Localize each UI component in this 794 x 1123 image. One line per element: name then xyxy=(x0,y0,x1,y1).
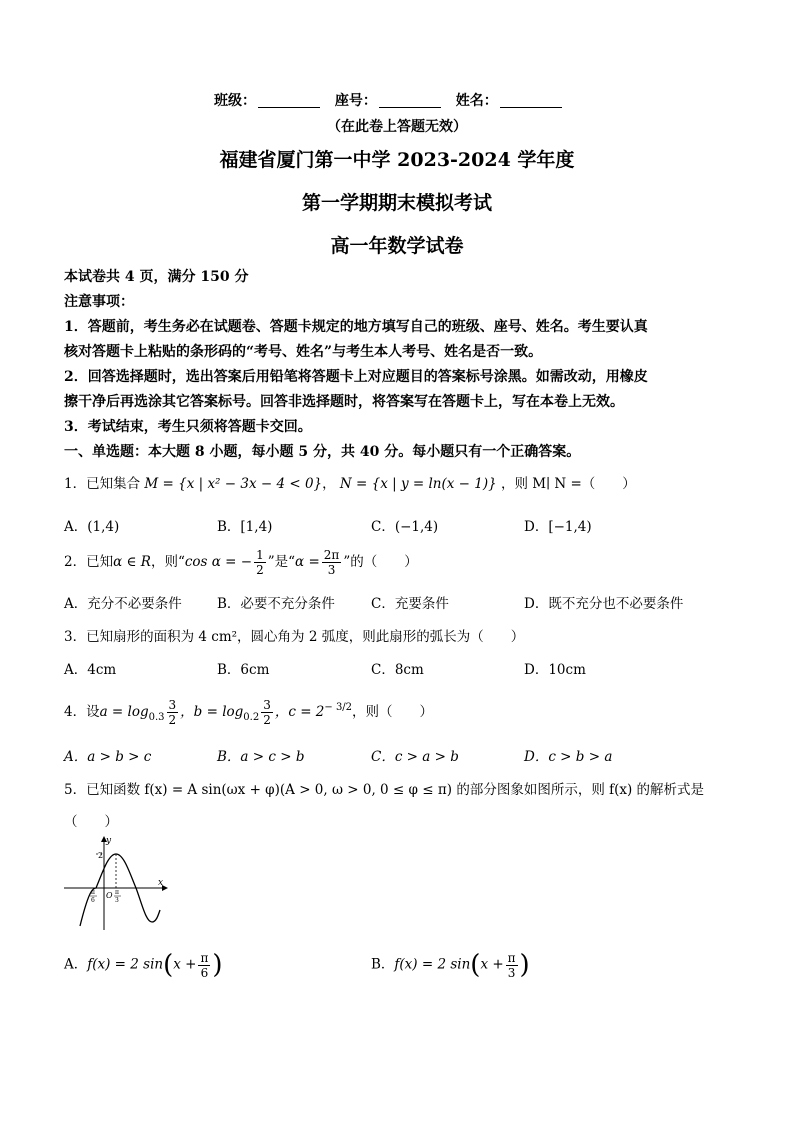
q2-option-c[interactable]: C．充要条件 xyxy=(371,596,449,612)
question-4 xyxy=(64,698,433,727)
question-5: 5．已知函数 f(x) = A sin(ωx + φ)(A > 0, ω > 0, 0 ≤ φ ≤ π) 的部分图象如图所示，则 f(x) 的解析式是 xyxy=(64,782,705,798)
q5-b-den: 3 xyxy=(507,965,516,980)
q5-b-rparen: ) xyxy=(519,950,530,980)
q4-fa-num: 3 xyxy=(168,698,177,712)
q5-b-fraction xyxy=(506,951,518,980)
q2-text-1: ，则“ xyxy=(150,554,185,570)
x-axis-label: x xyxy=(158,878,164,888)
q4-option-b[interactable]: B．a > c > b xyxy=(217,749,305,765)
title-exam: 第一学期期末模拟考试 xyxy=(301,192,492,214)
q3-option-d[interactable]: D．10cm xyxy=(524,662,586,678)
q4-c: ，c = 2 xyxy=(274,704,325,720)
q2-alpha: α = xyxy=(295,554,320,570)
q4-a: a = log xyxy=(99,704,149,720)
y-tick-label: 2 xyxy=(98,851,104,860)
q2-fraction-half xyxy=(254,548,266,577)
seat-label: 座号： xyxy=(334,93,377,109)
page-info: 本试卷共 4 页，满分 150 分 xyxy=(64,269,249,285)
q5-a-lparen: ( xyxy=(163,950,174,980)
title-school: 福建省厦门第一中学 2023-2024 学年度 xyxy=(219,149,575,171)
notice-2a: 2．回答选择题时，选出答案后用铅笔将答题卡上对应题目的答案标号涂黑。如需改动，用橡皮 xyxy=(64,369,648,385)
q5-b-lparen: ( xyxy=(470,950,481,980)
q4-c-exponent: − 3/2 xyxy=(324,702,353,713)
q2-condition: α ∈ R xyxy=(113,554,151,570)
q2-option-a[interactable]: A．充分不必要条件 xyxy=(64,596,182,612)
q4-tail: ，则（ ） xyxy=(352,704,434,720)
q4-option-d[interactable]: D．c > b > a xyxy=(524,749,613,765)
x-tick-right-num: π xyxy=(115,889,119,896)
q4-b-base: 0.2 xyxy=(243,712,260,723)
class-blank[interactable] xyxy=(258,93,320,108)
notice-2b: 擦干净后再选涂其它答案标号。回答非选择题时，将答案写在答题卡上，写在本卷上无效。 xyxy=(64,394,624,410)
notice-title: 注意事项： xyxy=(64,294,134,310)
y-axis-label: y xyxy=(106,836,112,846)
q5-a-rparen: ) xyxy=(212,950,223,980)
q2-option-d[interactable]: D．既不充分也不必要条件 xyxy=(524,596,684,612)
q4-a-base: 0.3 xyxy=(148,712,165,723)
student-info-line xyxy=(214,90,572,110)
name-label: 姓名： xyxy=(455,93,498,109)
seat-blank[interactable] xyxy=(379,93,441,108)
q5-sine-graph xyxy=(60,834,170,934)
title-subject: 高一年数学试卷 xyxy=(330,235,464,257)
name-blank[interactable] xyxy=(500,93,562,108)
q5-answer-paren: （ ） xyxy=(64,814,118,830)
x-tick-left-den: 6 xyxy=(91,897,95,904)
q5-option-b[interactable] xyxy=(371,950,530,980)
q4-fraction-b xyxy=(261,698,273,727)
q2-f2-num: 2π xyxy=(323,548,340,562)
q2-text-2: ”是“ xyxy=(267,554,296,570)
q5-a-x: x + xyxy=(173,956,197,973)
q1-set-n: N = {x | y = ln(x − 1)} xyxy=(339,476,497,492)
question-3: 3．已知扇形的面积为 4 cm²，圆心角为 2 弧度，则此扇形的弧长为（ ） xyxy=(64,629,525,645)
q5-b-label: B． xyxy=(371,956,395,973)
q2-option-b[interactable]: B．必要不充分条件 xyxy=(217,596,335,612)
q4-fraction-a xyxy=(167,698,179,727)
q4-option-c[interactable]: C．c > a > b xyxy=(371,749,459,765)
q3-option-b[interactable]: B．6cm xyxy=(217,662,270,678)
notice-1a: 1．答题前，考生务必在试题卷、答题卡规定的地方填写自己的班级、座号、姓名。考生要认真 xyxy=(64,319,648,335)
question-1: 1．已知集合 M = {x | x² − 3x − 4 < 0}， N = {x | y = ln(x − 1)} ，则 M∣ N =（ ） xyxy=(64,476,636,492)
q4-fa-den: 2 xyxy=(168,713,177,727)
q5-option-a[interactable] xyxy=(64,950,223,980)
q4-b: ，b = log xyxy=(180,704,244,720)
class-label: 班级： xyxy=(214,93,256,109)
q5-a-den: 6 xyxy=(200,965,209,980)
q4-stem: 4．设 xyxy=(64,704,100,720)
q4-fb-num: 3 xyxy=(263,698,271,712)
q3-option-c[interactable]: C．8cm xyxy=(371,662,424,678)
q5-b-x: x + xyxy=(480,956,504,973)
q5-a-fraction xyxy=(198,951,210,980)
q4-fb-den: 2 xyxy=(263,713,271,727)
q5-b-func: f(x) = 2 sin xyxy=(394,956,471,973)
q3-option-a[interactable]: A．4cm xyxy=(64,662,117,678)
q1-option-c[interactable]: C．(−1,4) xyxy=(371,519,439,535)
origin-label: O xyxy=(106,891,113,900)
q5-b-num: π xyxy=(507,950,516,965)
q2-f2-den: 3 xyxy=(327,563,336,577)
x-tick-right-den: 3 xyxy=(115,897,119,904)
q1-option-a[interactable]: A．(1,4) xyxy=(64,519,120,535)
q1-tail: ，则 M∣ N =（ ） xyxy=(501,476,636,492)
section-1-heading: 一、单选题：本大题 8 小题，每小题 5 分，共 40 分。每小题只有一个正确答案。 xyxy=(64,444,581,460)
q1-stem: 1．已知集合 xyxy=(64,476,141,492)
notice-3: 3．考试结束，考生只须将答题卡交回。 xyxy=(64,419,312,435)
invalid-note: （在此卷上答题无效） xyxy=(327,119,467,135)
x-tick-left-num: π xyxy=(91,889,95,896)
question-2 xyxy=(64,548,418,577)
q5-a-label: A． xyxy=(64,956,88,973)
notice-1b: 核对答题卡上粘贴的条形码的“考号、姓名”与考生本人考号、姓名是否一致。 xyxy=(64,344,543,360)
q4-option-a[interactable]: A．a > b > c xyxy=(64,749,152,765)
q2-cos: cos α = − xyxy=(184,554,253,570)
q2-stem: 2．已知 xyxy=(64,554,114,570)
q2-fraction-2pi3 xyxy=(322,548,342,577)
q2-f1-num: 1 xyxy=(256,548,264,562)
q1-set-m: M = {x | x² − 3x − 4 < 0} xyxy=(144,476,323,492)
q5-a-num: π xyxy=(200,950,209,965)
q1-option-b[interactable]: B．[1,4) xyxy=(217,519,273,535)
q2-f1-den: 2 xyxy=(256,563,264,577)
q1-option-d[interactable]: D．[−1,4) xyxy=(524,519,592,535)
q5-a-func: f(x) = 2 sin xyxy=(87,956,164,973)
q2-tail: ”的（ ） xyxy=(343,554,418,570)
